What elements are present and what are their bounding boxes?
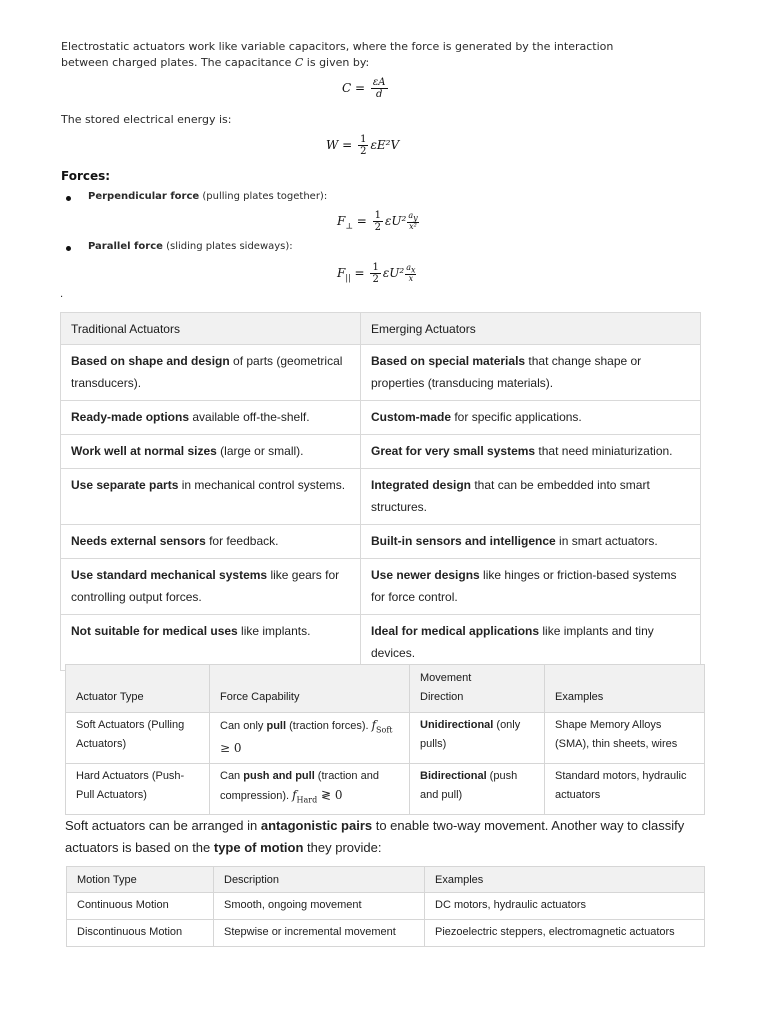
para-text: they provide:	[303, 840, 382, 855]
para-text: to enable two-way movement. Another way to classify actuators is based on the	[65, 818, 685, 855]
cell-text: that need miniaturization.	[535, 444, 673, 458]
intro-paragraph	[61, 39, 701, 71]
classification-paragraph	[65, 815, 715, 859]
cell-bold: Unidirectional	[420, 719, 494, 731]
table-row	[67, 893, 705, 920]
eq-sign: =	[354, 266, 365, 280]
table-cell	[361, 345, 701, 401]
math-var: f	[371, 718, 377, 732]
cell-text: that change shape or properties (transducing materials).	[371, 354, 642, 390]
table-cell	[361, 435, 701, 469]
bullet-bold: Perpendicular force	[88, 191, 200, 202]
table-cell: DC motors, hydraulic actuators	[425, 893, 705, 920]
eq-sign: =	[356, 214, 367, 228]
eq-subscript: ||	[345, 273, 351, 283]
para-bold: type of motion	[213, 840, 304, 855]
cell-bold: Based on special materials	[371, 354, 526, 368]
column-header: Description	[214, 867, 425, 893]
column-header: Force Capability	[210, 665, 410, 713]
cell-text: (traction and compression).	[220, 770, 379, 803]
table-cell	[61, 435, 361, 469]
cell-text: like hinges or friction-based systems for force control.	[371, 568, 677, 604]
eq-numerator: 1	[372, 262, 379, 273]
column-header: Traditional Actuators	[61, 313, 361, 345]
table-row	[67, 920, 705, 947]
force-capability-cell	[210, 764, 410, 814]
cell-text: for feedback.	[205, 534, 279, 548]
cell-text: Can	[220, 770, 244, 783]
eq-small-num-sub: y	[413, 213, 418, 223]
table-row	[66, 713, 705, 764]
eq-lhs: F	[337, 214, 346, 228]
actuator-type-cell: Hard Actuators (Push-Pull Actuators)	[66, 764, 210, 814]
eq-lhs: F	[337, 266, 346, 280]
parallel-force-equation	[337, 262, 416, 285]
bullet-perpendicular	[66, 191, 327, 202]
table-row	[61, 615, 701, 671]
eq-sign: =	[355, 81, 366, 95]
para-bold: antagonistic pairs	[260, 818, 373, 833]
table-cell: Discontinuous Motion	[67, 920, 214, 947]
table-cell	[61, 469, 361, 525]
eq-denominator: 2	[372, 274, 379, 285]
cell-bold: Integrated design	[371, 478, 472, 492]
table-cell: Smooth, ongoing movement	[214, 893, 425, 920]
forces-heading: Forces:	[61, 169, 111, 183]
bullet-parallel	[66, 241, 293, 252]
table-cell	[361, 469, 701, 525]
table-body	[61, 345, 701, 671]
cell-bold: Use standard mechanical systems	[71, 568, 268, 582]
column-header: Examples	[425, 867, 705, 893]
column-header: Examples	[545, 665, 705, 713]
table-body	[67, 893, 705, 947]
table-cell	[61, 559, 361, 615]
cell-bold: Use separate parts	[71, 478, 179, 492]
table-cell	[361, 401, 701, 435]
force-capability-cell	[210, 713, 410, 764]
table-cell	[61, 525, 361, 559]
eq-numerator: εA	[372, 77, 386, 88]
table-cell	[61, 615, 361, 671]
table-row	[61, 401, 701, 435]
energy-intro: The stored electrical energy is:	[61, 113, 232, 126]
eq-denominator: 2	[374, 222, 381, 233]
cell-text: Can only	[220, 720, 267, 732]
cell-text: for specific applications.	[451, 410, 582, 424]
eq-small-den: x	[408, 274, 414, 284]
table-cell	[361, 615, 701, 671]
eq-fraction	[370, 262, 380, 285]
table-row	[61, 345, 701, 401]
cell-text: like implants.	[237, 624, 311, 638]
table-cell: Piezoelectric steppers, electromagnetic actuators	[425, 920, 705, 947]
cell-text: available off-the-shelf.	[189, 410, 310, 424]
cell-text: that can be embedded into smart structures.	[371, 478, 650, 514]
eq-subscript: ⊥	[345, 221, 353, 231]
eq-small-num: a	[408, 210, 414, 220]
table-cell: Stepwise or incremental movement	[214, 920, 425, 947]
table-cell	[361, 525, 701, 559]
cell-bold: Needs external sensors	[71, 534, 206, 548]
table-cell: Continuous Motion	[67, 893, 214, 920]
table-header-row	[67, 867, 705, 893]
cell-bold: Great for very small systems	[371, 444, 536, 458]
table-row	[61, 525, 701, 559]
cell-text: (traction forces).	[286, 720, 369, 732]
table-row	[61, 435, 701, 469]
eq-rest: εE²V	[370, 138, 400, 152]
cell-text: (push and pull)	[420, 770, 518, 802]
table-cell	[361, 559, 701, 615]
eq-fraction	[358, 134, 368, 157]
bullet-dot	[66, 246, 71, 251]
eq-middle: εU²	[384, 214, 407, 228]
eq-numerator: 1	[360, 134, 367, 145]
actuator-type-cell: Soft Actuators (Pulling Actuators)	[66, 713, 210, 764]
eq-middle: εU²	[382, 266, 405, 280]
eq-small-num-sub: x	[410, 265, 416, 275]
eq-fraction	[371, 77, 388, 100]
eq-numerator: 1	[374, 210, 381, 221]
cell-bold: Ready-made options	[71, 410, 190, 424]
cell-text: in smart actuators.	[555, 534, 658, 548]
energy-equation	[326, 134, 399, 157]
table-row	[61, 469, 701, 525]
cell-bold: Ideal for medical applications	[371, 624, 540, 638]
column-header	[410, 665, 545, 713]
intro-line-2-text: between charged plates. The capacitance	[61, 56, 295, 69]
eq-denominator: d	[376, 89, 383, 100]
intro-line-1: Electrostatic actuators work like variable capacitors, where the force is generated by the interaction	[61, 40, 614, 53]
movement-direction-cell	[410, 713, 545, 764]
math-rel: ≷ 0	[317, 788, 343, 803]
cell-bold: pull	[266, 720, 287, 732]
table-cell	[61, 345, 361, 401]
eq-lhs: C	[342, 81, 352, 95]
table-header-row	[66, 665, 705, 713]
stray-dot: .	[60, 289, 64, 300]
math-var: f	[292, 788, 297, 803]
motion-type-table	[66, 866, 705, 947]
cell-bold: Based on shape and design	[71, 354, 230, 368]
bullet-rest: (sliding plates sideways):	[162, 241, 293, 252]
capacitance-symbol: C	[294, 56, 304, 69]
eq-sign: =	[342, 138, 353, 152]
traditional-vs-emerging-table	[60, 312, 701, 671]
capacitance-equation	[342, 77, 390, 100]
intro-line-2-end: is given by:	[303, 56, 370, 69]
table-row	[61, 559, 701, 615]
cell-bold: Built-in sensors and intelligence	[371, 534, 556, 548]
cell-bold: Use newer designs	[371, 568, 480, 582]
examples-cell: Standard motors, hydraulic actuators	[545, 764, 705, 814]
table-cell	[61, 401, 361, 435]
bullet-dot	[66, 196, 71, 201]
para-text: Soft actuators can be arranged in	[65, 818, 261, 833]
math-rel: ≥ 0	[220, 741, 242, 756]
eq-fraction	[373, 210, 383, 233]
column-header: Actuator Type	[66, 665, 210, 713]
column-header: Motion Type	[67, 867, 214, 893]
movement-direction-cell	[410, 764, 545, 814]
table-body	[66, 713, 705, 815]
math-sub: Soft	[376, 725, 393, 735]
eq-small-den: x²	[409, 222, 417, 232]
cell-text: like implants and tiny devices.	[371, 624, 654, 660]
cell-text: (only pulls)	[420, 719, 521, 750]
cell-bold: Custom-made	[371, 410, 452, 424]
table-row	[66, 764, 705, 814]
cell-text: (large or small).	[216, 444, 304, 458]
cell-text: of parts (geometrical transducers).	[71, 354, 343, 390]
eq-lhs: W	[326, 138, 339, 152]
eq-small-num: a	[406, 262, 411, 272]
cell-text: in mechanical control systems.	[178, 478, 346, 492]
intro-line-2	[61, 55, 701, 71]
column-header: Emerging Actuators	[361, 313, 701, 345]
cell-text: like gears for controlling output forces.	[71, 568, 340, 604]
eq-small-fraction	[405, 264, 416, 284]
perpendicular-force-equation	[337, 210, 419, 233]
table-header-row	[61, 313, 701, 345]
cell-bold: Work well at normal sizes	[71, 444, 217, 458]
cell-bold: push and pull	[243, 770, 315, 783]
actuator-type-table	[65, 664, 705, 815]
cell-bold: Bidirectional	[420, 770, 487, 783]
examples-cell: Shape Memory Alloys (SMA), thin sheets, wires	[545, 713, 705, 764]
bullet-bold: Parallel force	[88, 241, 163, 252]
column-header-text: Movement Direction	[420, 672, 472, 703]
math-sub: Hard	[296, 795, 318, 805]
eq-denominator: 2	[360, 146, 367, 157]
force-math	[292, 788, 343, 805]
eq-small-fraction	[407, 212, 418, 232]
cell-bold: Not suitable for medical uses	[71, 624, 238, 638]
bullet-rest: (pulling plates together):	[199, 191, 328, 202]
